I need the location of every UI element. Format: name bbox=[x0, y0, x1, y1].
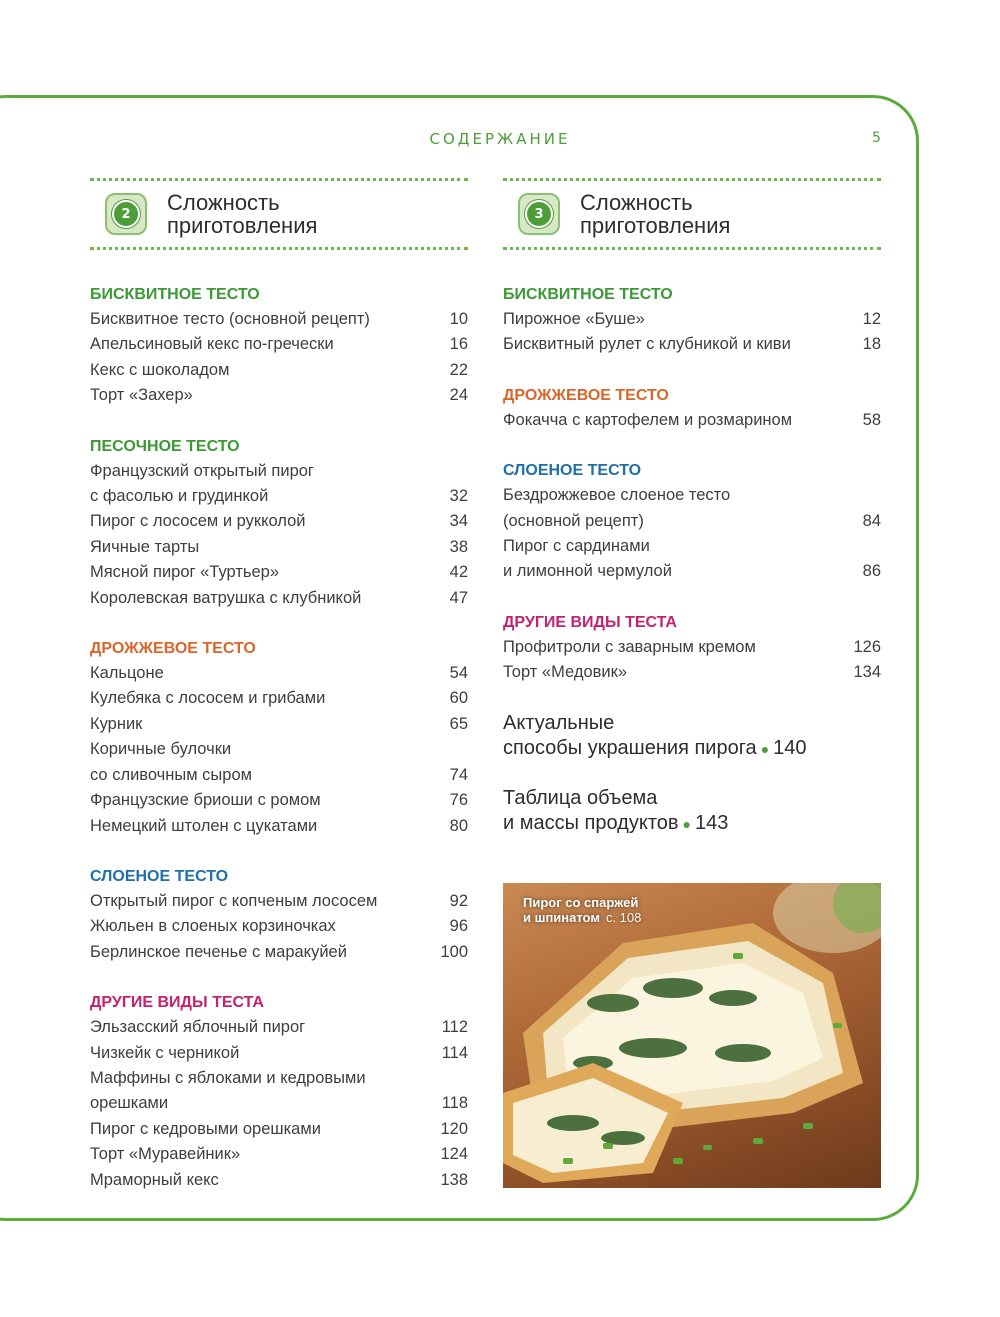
toc-entry[interactable] bbox=[90, 686, 468, 711]
toc-entry[interactable] bbox=[90, 1041, 468, 1066]
extra-title-line2-wrap bbox=[503, 811, 881, 837]
entry-page: 58 bbox=[862, 410, 881, 429]
toc-entry[interactable] bbox=[90, 1142, 468, 1167]
toc-entries bbox=[503, 282, 881, 686]
toc-section bbox=[90, 864, 468, 965]
section-title: ДРОЖЖЕВОЕ ТЕСТО bbox=[503, 386, 669, 404]
entry-title: Мясной пирог «Туртьер» bbox=[90, 563, 280, 582]
toc-column-left bbox=[90, 178, 468, 1218]
entry-page: 124 bbox=[440, 1145, 468, 1164]
toc-entry[interactable] bbox=[503, 559, 881, 584]
entry-title: Бисквитный рулет с клубникой и киви bbox=[503, 335, 791, 354]
entry-page: 92 bbox=[449, 891, 468, 910]
entry-page: 96 bbox=[449, 917, 468, 936]
toc-column-right bbox=[503, 178, 881, 861]
pie-photo-image bbox=[503, 883, 881, 1188]
entry-title: Пирог с лососем и рукколой bbox=[90, 512, 306, 531]
entry-page: 10 bbox=[449, 310, 468, 328]
entry-title: Курник bbox=[90, 714, 143, 733]
extra-title-line1: Актуальные bbox=[503, 711, 615, 734]
entry-title: Французский открытый пирог bbox=[90, 461, 314, 480]
dotted-divider bbox=[503, 247, 881, 250]
entry-title: и лимонной чермулой bbox=[503, 562, 672, 581]
extra-title-line1: Таблица объема bbox=[503, 786, 658, 809]
entry-title: Немецкий штолен с цукатами bbox=[90, 816, 318, 835]
entry-title: Эльзасский яблочный пирог bbox=[90, 1018, 306, 1037]
entry-title: с фасолью и грудинкой bbox=[90, 487, 269, 506]
section-title: ДРУГИЕ ВИДЫ ТЕСТА bbox=[503, 613, 677, 631]
toc-section bbox=[90, 434, 468, 611]
toc-entry[interactable] bbox=[503, 509, 881, 534]
toc-entries bbox=[90, 282, 468, 1193]
difficulty-level: 3 bbox=[525, 200, 553, 228]
entry-title: Бисквитное тесто (основной рецепт) bbox=[90, 310, 370, 328]
entry-title: Яичные тарты bbox=[90, 537, 200, 556]
toc-entry[interactable] bbox=[90, 1066, 468, 1091]
difficulty-badge-icon bbox=[518, 193, 560, 235]
entry-title: Берлинское печенье с маракуйей bbox=[90, 942, 347, 961]
difficulty-level: 2 bbox=[112, 200, 140, 228]
entry-page: 16 bbox=[449, 335, 468, 354]
entry-title: Жюльен в слоеных корзиночках bbox=[90, 917, 336, 936]
toc-section bbox=[503, 610, 881, 686]
entry-title: Кальцоне bbox=[90, 664, 164, 683]
entry-page: 34 bbox=[449, 512, 468, 531]
toc-section bbox=[90, 636, 468, 839]
entry-title: Пирог с кедровыми орешками bbox=[90, 1119, 321, 1138]
difficulty-header bbox=[90, 181, 468, 247]
toc-entry[interactable] bbox=[90, 1015, 468, 1040]
photo-caption-title-line2: и шпинатом bbox=[523, 910, 600, 925]
difficulty-title bbox=[167, 191, 367, 237]
dotted-divider bbox=[90, 247, 468, 250]
toc-entry[interactable] bbox=[90, 1091, 468, 1116]
toc-entry[interactable] bbox=[503, 332, 881, 357]
difficulty-title-line2: приготовления bbox=[167, 213, 318, 238]
entry-title: Открытый пирог с копченым лососем bbox=[90, 891, 378, 910]
toc-entry[interactable] bbox=[90, 1168, 468, 1193]
entry-title: Профитроли с заварным кремом bbox=[503, 637, 756, 656]
photo-caption bbox=[523, 895, 641, 925]
entry-title: Бездрожжевое слоеное тесто bbox=[503, 486, 731, 505]
entry-page: 74 bbox=[449, 765, 468, 784]
toc-entry[interactable] bbox=[503, 408, 881, 433]
section-title: ДРОЖЖЕВОЕ ТЕСТО bbox=[90, 640, 256, 658]
entry-page: 47 bbox=[449, 588, 468, 607]
extra-title-line2: и массы продуктов bbox=[503, 811, 679, 834]
entry-page: 134 bbox=[853, 663, 881, 682]
entry-page: 100 bbox=[440, 942, 468, 961]
toc-entry[interactable] bbox=[90, 358, 468, 383]
bullet-dot-icon: ● bbox=[760, 740, 770, 757]
entry-title: Коричные булочки bbox=[90, 740, 232, 759]
photo-caption-page: с. 108 bbox=[605, 910, 642, 925]
toc-entry[interactable] bbox=[503, 534, 881, 559]
toc-entry[interactable] bbox=[90, 814, 468, 839]
toc-section bbox=[90, 282, 468, 409]
entry-page: 118 bbox=[441, 1094, 468, 1113]
entry-title: Фокачча с картофелем и розмарином bbox=[503, 410, 793, 429]
difficulty-title bbox=[580, 191, 780, 237]
toc-entry[interactable] bbox=[90, 940, 468, 965]
entry-page: 76 bbox=[449, 791, 468, 810]
section-title: ПЕСОЧНОЕ ТЕСТО bbox=[90, 437, 240, 455]
toc-entry[interactable] bbox=[90, 509, 468, 534]
section-title: БИСКВИТНОЕ ТЕСТО bbox=[90, 286, 260, 303]
toc-entry[interactable] bbox=[90, 535, 468, 560]
photo-caption-title-line1: Пирог со спаржей bbox=[523, 895, 639, 910]
entry-page: 22 bbox=[449, 360, 468, 379]
page-number: 5 bbox=[872, 130, 881, 146]
toc-extras bbox=[503, 711, 881, 837]
entry-page: 18 bbox=[862, 335, 881, 354]
entry-title: Французские бриоши с ромом bbox=[90, 791, 321, 810]
entry-title: Торт «Медовик» bbox=[503, 663, 628, 682]
toc-entry[interactable] bbox=[90, 586, 468, 611]
entry-title: Чизкейк с черникой bbox=[90, 1043, 240, 1062]
toc-section bbox=[503, 282, 881, 358]
toc-entry[interactable] bbox=[90, 332, 468, 357]
extra-page: 143 bbox=[694, 811, 729, 834]
toc-entry[interactable] bbox=[90, 383, 468, 408]
toc-entry[interactable] bbox=[503, 483, 881, 508]
difficulty-header bbox=[503, 181, 881, 247]
extra-page: 140 bbox=[773, 736, 807, 759]
entry-page: 42 bbox=[449, 563, 468, 582]
entry-page: 12 bbox=[862, 310, 881, 328]
entry-page: 38 bbox=[449, 537, 468, 556]
entry-title: со сливочным сыром bbox=[90, 765, 252, 784]
entry-page: 24 bbox=[449, 386, 468, 405]
entry-page: 126 bbox=[853, 637, 881, 656]
extra-title-line2-wrap bbox=[503, 736, 881, 762]
entry-title: Пирожное «Буше» bbox=[503, 310, 645, 328]
pie-photo bbox=[503, 883, 881, 1188]
toc-entry[interactable] bbox=[503, 635, 881, 660]
entry-title: орешками bbox=[90, 1094, 169, 1113]
entry-page: 32 bbox=[449, 487, 468, 506]
toc-entry[interactable] bbox=[90, 788, 468, 813]
toc-section bbox=[503, 458, 881, 585]
entry-title: Мраморный кекс bbox=[90, 1170, 219, 1189]
entry-title: Кекс с шоколадом bbox=[90, 360, 230, 379]
toc-entry[interactable] bbox=[90, 560, 468, 585]
section-title: ДРУГИЕ ВИДЫ ТЕСТА bbox=[90, 994, 264, 1012]
entry-title: (основной рецепт) bbox=[503, 511, 644, 530]
entry-page: 112 bbox=[441, 1018, 468, 1037]
page-title: СОДЕРЖАНИЕ bbox=[429, 130, 571, 148]
entry-page: 65 bbox=[449, 714, 468, 733]
toc-section bbox=[90, 990, 468, 1193]
difficulty-badge-icon bbox=[105, 193, 147, 235]
bullet-dot-icon: ● bbox=[682, 815, 691, 832]
toc-entry[interactable] bbox=[90, 763, 468, 788]
toc-entry[interactable] bbox=[90, 661, 468, 686]
entry-page: 80 bbox=[449, 816, 468, 835]
toc-entry[interactable] bbox=[90, 307, 468, 332]
entry-title: Апельсиновый кекс по-гречески bbox=[90, 335, 334, 354]
toc-entry[interactable] bbox=[503, 307, 881, 332]
toc-entry[interactable] bbox=[90, 484, 468, 509]
extra-title-line2: способы украшения пирога bbox=[503, 736, 757, 759]
entry-title: Торт «Муравейник» bbox=[90, 1145, 241, 1164]
toc-extra-entry[interactable] bbox=[503, 711, 881, 762]
section-title: БИСКВИТНОЕ ТЕСТО bbox=[503, 286, 673, 303]
difficulty-title-line1: Сложность bbox=[580, 190, 693, 215]
toc-entry[interactable] bbox=[90, 459, 468, 484]
entry-title: Торт «Захер» bbox=[90, 386, 193, 405]
entry-page: 84 bbox=[862, 511, 881, 530]
entry-page: 86 bbox=[862, 562, 881, 581]
entry-page: 54 bbox=[449, 664, 468, 683]
entry-title: Королевская ватрушка с клубникой bbox=[90, 588, 362, 607]
toc-entry[interactable] bbox=[90, 712, 468, 737]
toc-entry[interactable] bbox=[90, 1117, 468, 1142]
toc-entry[interactable] bbox=[90, 889, 468, 914]
toc-entry[interactable] bbox=[90, 737, 468, 762]
section-title: СЛОЕНОЕ ТЕСТО bbox=[90, 867, 229, 885]
section-title: СЛОЕНОЕ ТЕСТО bbox=[503, 462, 642, 480]
toc-entry[interactable] bbox=[90, 914, 468, 939]
toc-section bbox=[503, 383, 881, 433]
entry-page: 114 bbox=[441, 1043, 468, 1062]
entry-title: Пирог с сардинами bbox=[503, 537, 650, 556]
difficulty-title-line1: Сложность bbox=[167, 190, 280, 215]
toc-extra-entry[interactable] bbox=[503, 786, 881, 837]
entry-page: 120 bbox=[440, 1119, 468, 1138]
entry-page: 138 bbox=[440, 1170, 468, 1189]
toc-entry[interactable] bbox=[503, 660, 881, 685]
entry-title: Кулебяка с лососем и грибами bbox=[90, 689, 326, 708]
entry-page: 60 bbox=[449, 689, 468, 708]
entry-title: Маффины с яблоками и кедровыми bbox=[90, 1068, 366, 1087]
difficulty-title-line2: приготовления bbox=[580, 213, 731, 238]
